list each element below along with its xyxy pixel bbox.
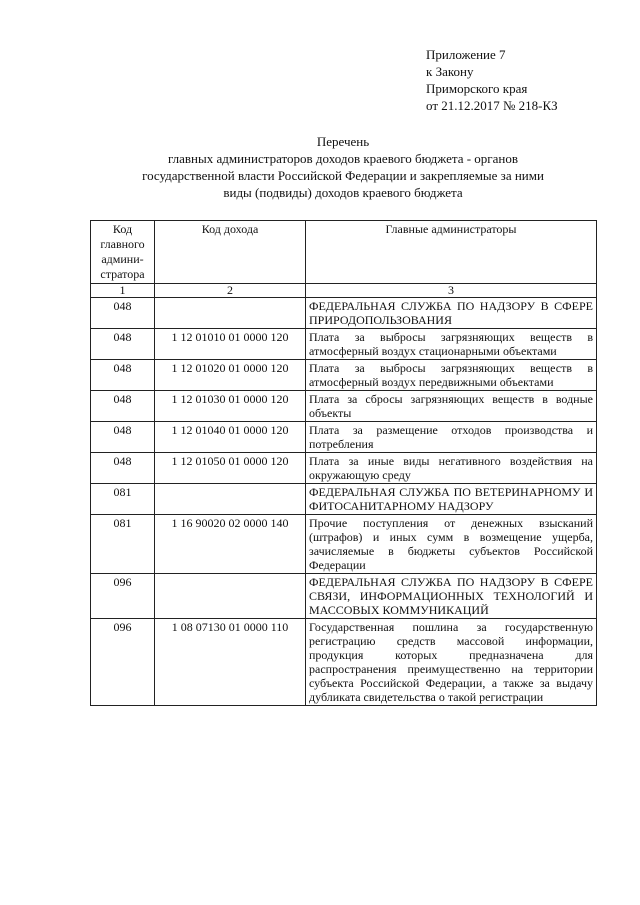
administrators-table: [90, 220, 597, 706]
appendix-date: от 21.12.2017 № 218-КЗ: [426, 98, 558, 113]
income-description-cell: Государственная пошлина за государственную регистрацию средств массовой информации, продукция которых предназначена для распространения преимущественно на территории субъекта Российской Федерации, а также за выдачу дубликата свидетельства о такой регистрации: [306, 619, 597, 706]
income-code-cell: 1 12 01020 01 0000 120: [155, 360, 306, 391]
table-row: [91, 360, 597, 391]
income-code-cell: 1 12 01030 01 0000 120: [155, 391, 306, 422]
admin-code-cell: 048: [91, 298, 155, 329]
income-code-cell: [155, 484, 306, 515]
income-code-cell: [155, 574, 306, 619]
document-subtitle-line-1: главных администраторов доходов краевого бюджета - органов: [167, 151, 519, 166]
income-description-cell: Плата за иные виды негативного воздействия на окружающую среду: [306, 453, 597, 484]
income-description-cell: Плата за сбросы загрязняющих веществ в водные объекты: [306, 391, 597, 422]
header-admin-code-line-2: главного: [100, 237, 145, 251]
column-number-3: 3: [306, 284, 597, 298]
income-description-cell: Плата за выбросы загрязняющих веществ в атмосферный воздух передвижными объектами: [306, 360, 597, 391]
header-administrators: Главные администраторы: [306, 221, 597, 284]
table-row: [91, 574, 597, 619]
appendix-region: Приморского края: [426, 81, 528, 96]
table-row: [91, 329, 597, 360]
column-number-row: [91, 284, 597, 298]
header-admin-code-line-1: Код: [112, 222, 133, 236]
table-row: [91, 619, 597, 706]
admin-code-cell: 048: [91, 329, 155, 360]
administrator-name-cell: ФЕДЕРАЛЬНАЯ СЛУЖБА ПО ВЕТЕРИНАРНОМУ И ФИТОСАНИТАРНОМУ НАДЗОРУ: [306, 484, 597, 515]
admin-code-cell: 081: [91, 515, 155, 574]
appendix-number: Приложение 7: [426, 47, 506, 62]
document-subtitle-line-3: виды (подвиды) доходов краевого бюджета: [223, 185, 463, 200]
table-row: [91, 484, 597, 515]
income-code-cell: 1 12 01010 01 0000 120: [155, 329, 306, 360]
administrator-name-cell: ФЕДЕРАЛЬНАЯ СЛУЖБА ПО НАДЗОРУ В СФЕРЕ СВЯЗИ, ИНФОРМАЦИОННЫХ ТЕХНОЛОГИЙ И МАССОВЫХ КОММУНИКАЦИЙ: [306, 574, 597, 619]
column-number-2: 2: [155, 284, 306, 298]
income-description-cell: Плата за размещение отходов производства и потребления: [306, 422, 597, 453]
header-admin-code-line-3: админи-: [101, 252, 144, 266]
table-row: [91, 298, 597, 329]
admin-code-cell: 096: [91, 574, 155, 619]
admin-code-cell: 048: [91, 422, 155, 453]
document-heading: [90, 133, 596, 201]
table-row: [91, 422, 597, 453]
column-number-1: 1: [91, 284, 155, 298]
admin-code-cell: 048: [91, 360, 155, 391]
income-code-cell: 1 12 01050 01 0000 120: [155, 453, 306, 484]
income-description-cell: Прочие поступления от денежных взысканий (штрафов) и иных сумм в возмещение ущерба, зачисляемые в бюджеты субъектов Российской Федерации: [306, 515, 597, 574]
header-admin-code: [91, 221, 155, 284]
income-code-cell: 1 16 90020 02 0000 140: [155, 515, 306, 574]
income-code-cell: 1 08 07130 01 0000 110: [155, 619, 306, 706]
admin-code-cell: 096: [91, 619, 155, 706]
appendix-law: к Закону: [426, 64, 474, 79]
table-row: [91, 453, 597, 484]
income-description-cell: Плата за выбросы загрязняющих веществ в атмосферный воздух стационарными объектами: [306, 329, 597, 360]
administrator-name-cell: ФЕДЕРАЛЬНАЯ СЛУЖБА ПО НАДЗОРУ В СФЕРЕ ПРИРОДОПОЛЬЗОВАНИЯ: [306, 298, 597, 329]
income-code-cell: 1 12 01040 01 0000 120: [155, 422, 306, 453]
appendix-reference: [426, 46, 626, 114]
admin-code-cell: 081: [91, 484, 155, 515]
document-subtitle-line-2: государственной власти Российской Федерации и закрепляемые за ними: [142, 168, 544, 183]
income-code-cell: [155, 298, 306, 329]
admin-code-cell: 048: [91, 453, 155, 484]
document-title: Перечень: [316, 134, 370, 149]
header-admin-code-line-4: стратора: [100, 267, 145, 281]
table-header-row: [91, 221, 597, 284]
header-income-code: Код дохода: [155, 221, 306, 284]
table-row: [91, 515, 597, 574]
table-row: [91, 391, 597, 422]
admin-code-cell: 048: [91, 391, 155, 422]
